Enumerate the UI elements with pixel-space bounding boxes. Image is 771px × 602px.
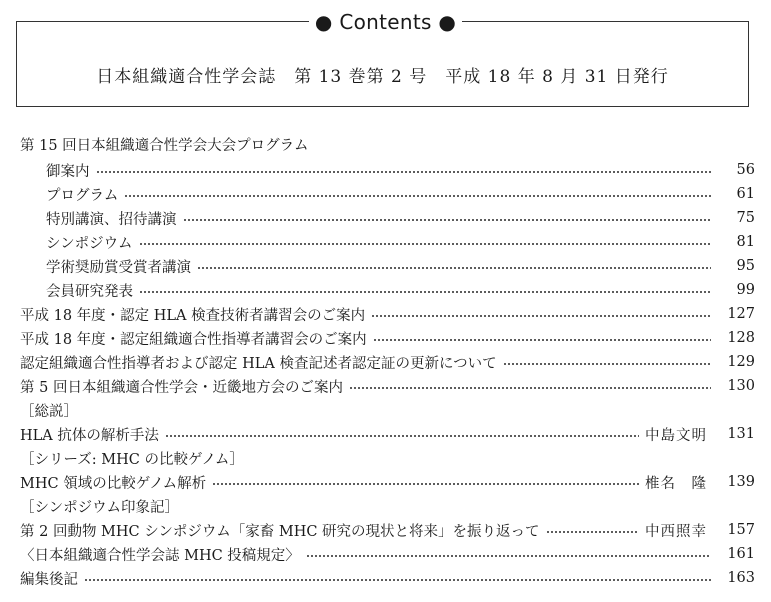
toc-entry — [20, 304, 755, 324]
toc-entry — [20, 568, 755, 588]
toc-entry — [46, 280, 755, 300]
toc-entry-page: 127 — [727, 306, 755, 322]
toc-entry-page: 139 — [727, 474, 755, 490]
toc-entry-page: 130 — [727, 378, 755, 394]
dot-leader — [165, 435, 639, 437]
toc-entry — [20, 424, 755, 444]
toc-entry — [20, 352, 755, 372]
toc-entry-page: 131 — [727, 426, 755, 442]
toc-entry-page: 161 — [727, 546, 755, 562]
contents-heading — [0, 10, 771, 34]
toc-entry-page: 81 — [736, 234, 755, 250]
dot-leader — [371, 315, 711, 317]
contents-label: ● Contents ● — [309, 10, 462, 34]
toc-entry-title: 第 2 回動物 MHC シンポジウム「家畜 MHC 研究の現状と将来」を振り返って — [20, 523, 540, 540]
toc-entry-title: ［総説］ — [20, 403, 78, 420]
toc-entry-title: 第 15 回日本組織適合性学会大会プログラム — [20, 137, 309, 154]
toc-entry-page: 128 — [727, 330, 755, 346]
toc-entry — [20, 544, 755, 564]
dot-leader — [306, 555, 711, 557]
toc-entry-page: 75 — [736, 210, 755, 226]
toc-entry-title: シンポジウム — [46, 235, 133, 252]
dot-leader — [373, 339, 711, 341]
toc-entry-title: 第 5 回日本組織適合性学会・近畿地方会のご案内 — [20, 379, 343, 396]
toc-entry — [46, 160, 755, 180]
toc-entry-title: 御案内 — [46, 163, 90, 180]
toc-entry — [20, 496, 755, 516]
dot-leader — [349, 387, 711, 389]
toc-entry — [20, 328, 755, 348]
toc-entry-title: ［シリーズ: MHC の比較ゲノム］ — [20, 451, 244, 468]
dot-leader — [124, 195, 711, 197]
toc-entry — [46, 184, 755, 204]
toc-entry-title: 平成 18 年度・認定組織適合性指導者講習会のご案内 — [20, 331, 367, 348]
dot-leader — [503, 363, 711, 365]
toc-entry-page: 99 — [736, 282, 755, 298]
dot-leader — [96, 171, 712, 173]
toc-entry-title: MHC 領域の比較ゲノム解析 — [20, 475, 207, 492]
toc-entry-page: 56 — [736, 162, 755, 178]
toc-entry-page: 95 — [736, 258, 755, 274]
toc-entry-title: プログラム — [46, 187, 119, 204]
toc-entry-title: ［シンポジウム印象記］ — [20, 499, 179, 516]
toc-entry-title: 会員研究発表 — [46, 283, 133, 300]
toc-entry-title: HLA 抗体の解析手法 — [20, 427, 159, 444]
toc-entry — [20, 134, 755, 154]
toc-entry — [20, 448, 755, 468]
dot-leader — [546, 531, 639, 533]
toc-entry-page: 163 — [727, 570, 755, 586]
toc-entry-title: 学術奨励賞受賞者講演 — [46, 259, 191, 276]
toc-entry-page: 61 — [736, 186, 755, 202]
toc-entry-author: 中島文明 — [645, 427, 707, 444]
toc-entry — [20, 400, 755, 420]
toc-entry — [46, 232, 755, 252]
toc-entry-title: 認定組織適合性指導者および認定 HLA 検査記述者認定証の更新について — [20, 355, 497, 372]
toc-entry-title: 〈日本組織適合性学会誌 MHC 投稿規定〉 — [20, 547, 300, 564]
toc-entry — [46, 256, 755, 276]
toc-entry — [46, 208, 755, 228]
dot-leader — [197, 267, 711, 269]
toc-entry — [20, 376, 755, 396]
toc-entry-title: 平成 18 年度・認定 HLA 検査技術者講習会のご案内 — [20, 307, 366, 324]
toc-entry — [20, 520, 755, 540]
dot-leader — [139, 291, 711, 293]
toc-entry-page: 157 — [727, 522, 755, 538]
toc-entry — [20, 472, 755, 492]
toc-entry-title: 編集後記 — [20, 571, 78, 588]
toc-entry-author: 中西照幸 — [645, 523, 707, 540]
dot-leader — [212, 483, 639, 485]
toc-entry-page: 129 — [727, 354, 755, 370]
dot-leader — [139, 243, 712, 245]
dot-leader — [183, 219, 712, 221]
toc-entry-author: 椎名 隆 — [645, 475, 707, 492]
toc-entry-title: 特別講演、招待講演 — [46, 211, 177, 228]
journal-title: 日本組織適合性学会誌 第 13 巻第 2 号 平成 18 年 8 月 31 日発行 — [96, 67, 669, 87]
dot-leader — [84, 579, 711, 581]
